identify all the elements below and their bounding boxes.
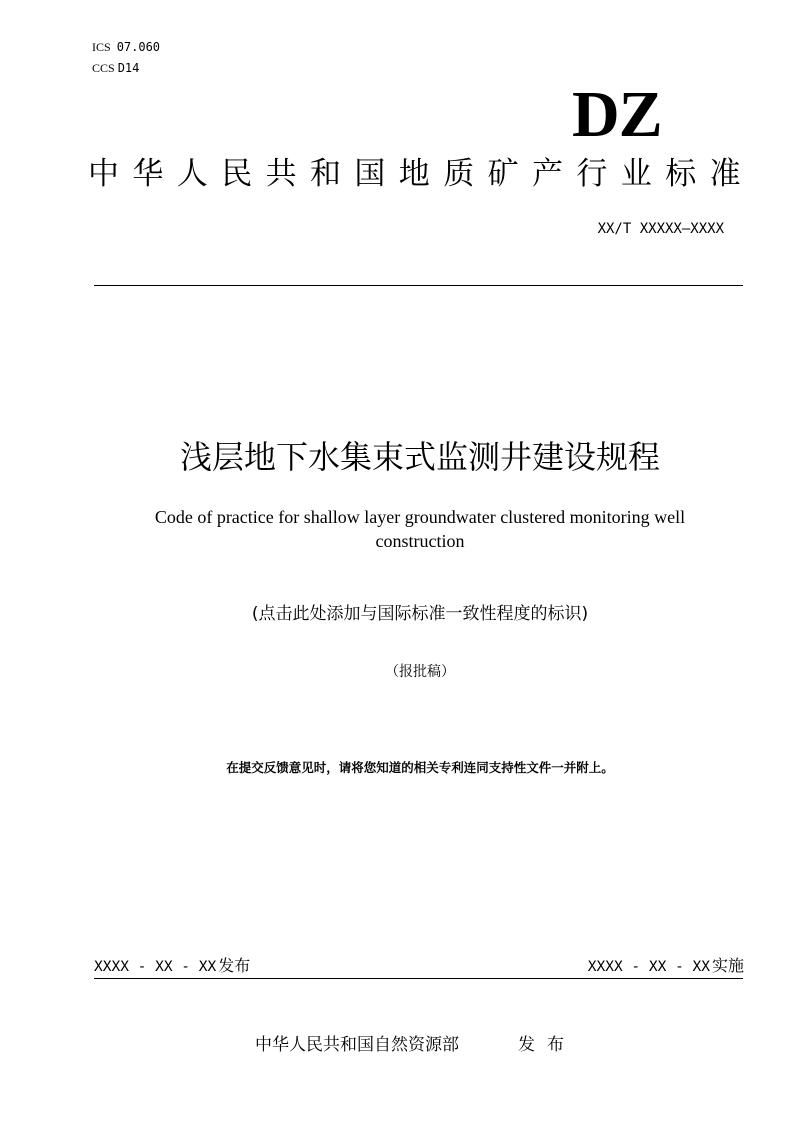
ccs-classification [92, 61, 139, 75]
document-title-english: Code of practice for shallow layer groundwater clustered monitoring well construction [154, 507, 686, 551]
draft-status: （报批稿） [385, 664, 455, 680]
conformity-placeholder[interactable]: (点击此处添加与国际标准一致性程度的标识) [251, 604, 589, 624]
issue-date-value: XXXX - XX - XX [94, 959, 217, 975]
implementation-date-label: 实施 [711, 956, 744, 975]
ccs-code: D14 [117, 61, 140, 75]
ics-code: 07.060 [116, 40, 161, 54]
bottom-divider [94, 978, 743, 979]
publisher: 中华人民共和国自然资源部 [255, 1035, 459, 1055]
standard-type-heading: 中华人民共和国地质矿产行业标准 [88, 156, 754, 192]
standard-number: XX/T XXXXX—XXXX [597, 221, 724, 237]
ccs-label: CCS [92, 61, 115, 75]
implementation-date [588, 956, 744, 977]
ics-label: ICS [92, 40, 111, 54]
issue-date-label: 发布 [218, 956, 251, 975]
top-divider [94, 285, 743, 286]
ics-classification [92, 40, 160, 54]
patent-feedback-note: 在提交反馈意见时，请将您知道的相关专利连同支持性文件一并附上。 [226, 760, 614, 775]
implementation-date-value: XXXX - XX - XX [587, 959, 710, 975]
dz-logo: DZ [572, 78, 662, 151]
document-title-chinese: 浅层地下水集束式监测井建设规程 [179, 438, 660, 476]
publish-action: 发布 [518, 1035, 576, 1055]
issue-date [94, 956, 250, 977]
